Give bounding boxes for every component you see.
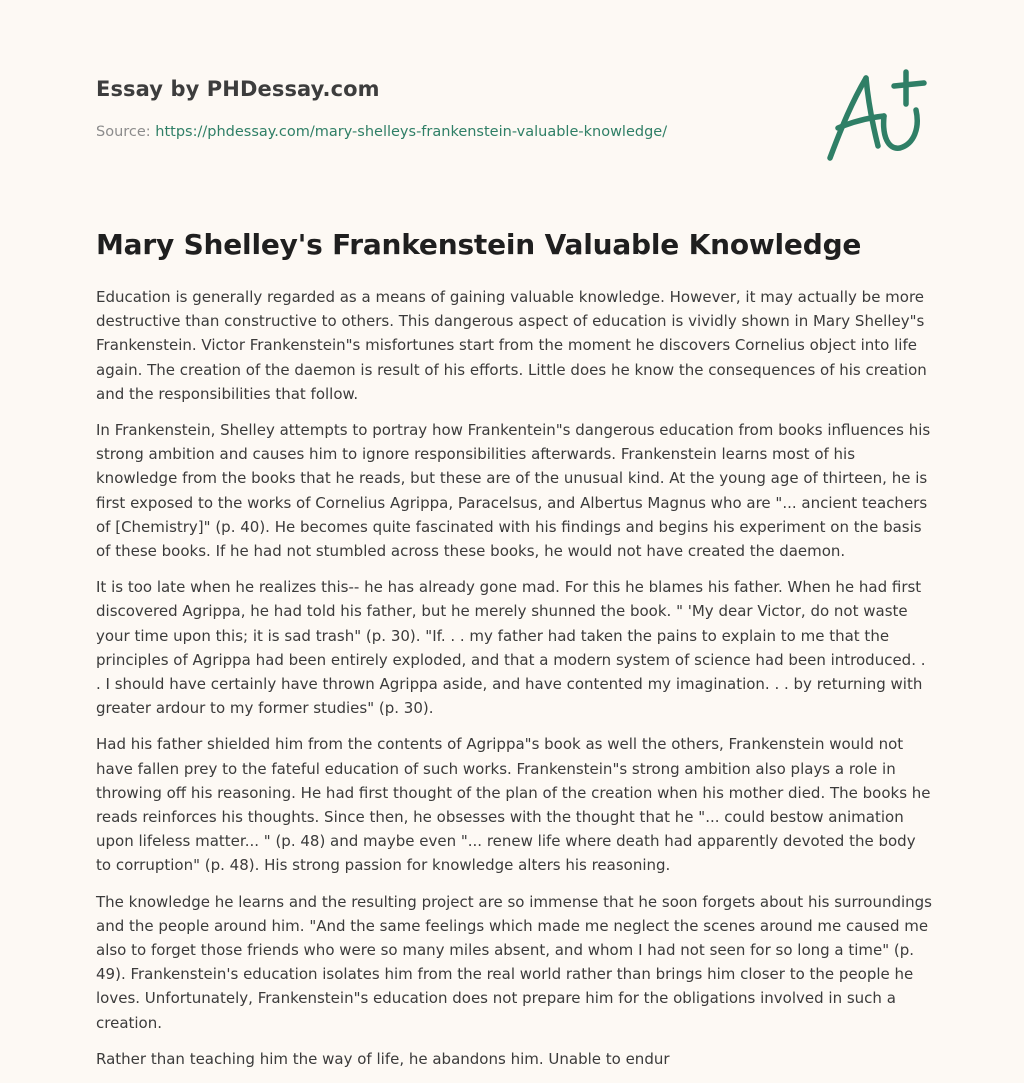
source-link[interactable]: https://phdessay.com/mary-shelleys-frankenstein-valuable-knowledge/ xyxy=(155,124,668,140)
essay-paragraph: In Frankenstein, Shelley attempts to portray how Frankentein"s dangerous education from books influences his strong ambition and causes him to ignore responsibilities afterwards. Frankenstein learns most of his knowledge from the books that he reads, but these are of the unusual kind. At the young age of thirteen, he is first exposed to the works of Cornelius Agrippa, Paracelsus, and Albertus Magnus who are "... ancient teachers of [Chemistry]" (p. 40). He becomes quite fascinated with his findings and begins his experiment on the basis of these books. If he had not stumbled across these books, he would not have created the daemon. xyxy=(96,421,931,561)
essay-paragraph: Had his father shielded him from the contents of Agrippa"s book as well the others, Frankenstein would not have fallen prey to the fateful education of such works. Frankenstein"s strong ambition also plays a role in throwing off his reasoning. He had first thought of the plan of the creation when his mother died. The books he reads reinforces his thoughts. Since then, he obsesses with the thought that he "... could bestow animation upon lifeless matter... " (p. 48) and maybe even "... renew life where death had apparently devoted the body to corruption" (p. 48). His strong passion for knowledge alters his reasoning. xyxy=(96,735,931,875)
a-plus-logo-icon xyxy=(822,66,932,166)
essay-body xyxy=(96,285,932,1083)
essay-title: Mary Shelley's Frankenstein Valuable Knowledge xyxy=(96,228,862,261)
essay-paragraph: The knowledge he learns and the resulting project are so immense that he soon forgets about his surroundings and the people around him. "And the same feelings which made me neglect the scenes around me caused me also to forget those friends who were so many miles absent, and whom I had not seen for so long a time" (p. 49). Frankenstein's education isolates him from the real world rather than brings him closer to the people he loves. Unfortunately, Frankenstein"s education does not prepare him for the obligations involved in such a creation. xyxy=(96,892,932,1032)
site-brand-title: Essay by PHDessay.com xyxy=(96,77,380,101)
source-label: Source: xyxy=(96,124,156,140)
essay-paragraph: It is too late when he realizes this-- he has already gone mad. For this he blames his father. When he had first discovered Agrippa, he had told his father, but he merely shunned the book. " 'My dear Victor, do not waste your time upon this; it is sad trash" (p. 30). "If. . . my father had taken the pains to explain to me that the principles of Agrippa had been entirely exploded, and that a modern system of science had been introduced. . . I should have certainly have thrown Agrippa aside, and have contented my imagination. . . by returning with greater ardour to my former studies" (p. 30). xyxy=(96,578,926,718)
essay-paragraph-truncated: Rather than teaching him the way of life, he abandons him. Unable to endur xyxy=(96,1049,670,1068)
source-line xyxy=(96,124,667,140)
essay-paragraph: Education is generally regarded as a means of gaining valuable knowledge. However, it may actually be more destructive than constructive to others. This dangerous aspect of education is vividly shown in Mary Shelley"s Frankenstein. Victor Frankenstein"s misfortunes start from the moment he discovers Cornelius object into life again. The creation of the daemon is result of his efforts. Little does he know the consequences of his creation and the responsibilities that follow. xyxy=(96,288,927,403)
